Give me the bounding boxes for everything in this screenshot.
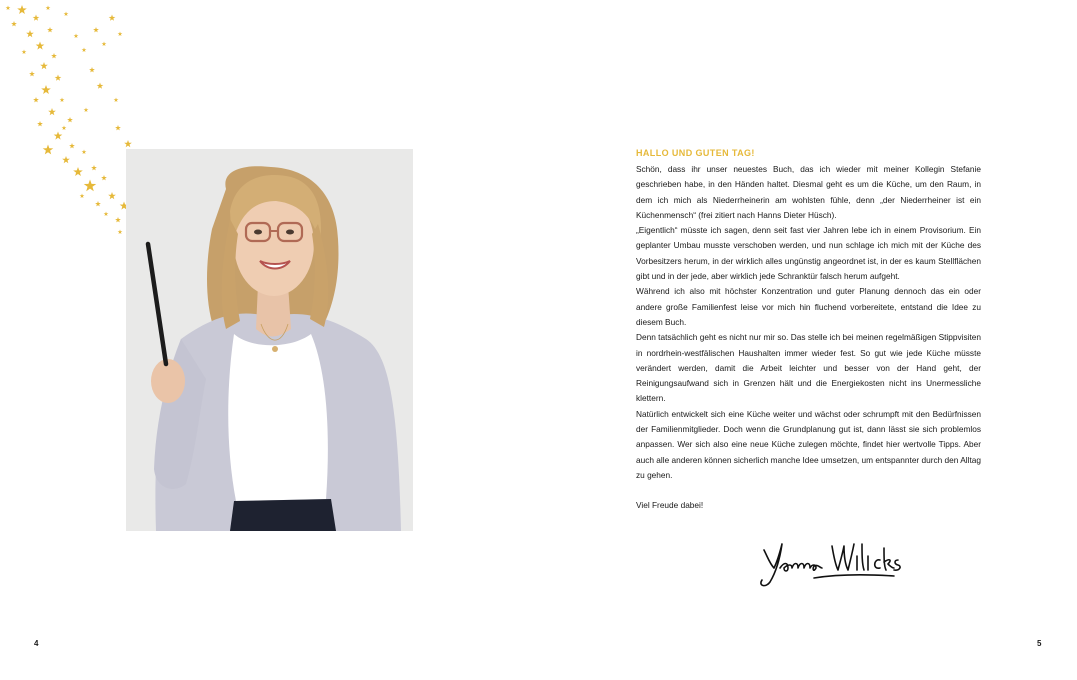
star-icon <box>40 62 48 69</box>
star-icon <box>47 27 53 32</box>
star-icon <box>48 108 56 115</box>
star-icon <box>62 156 70 163</box>
portrait-photo <box>126 149 413 531</box>
page-number-right: 5 <box>1037 639 1042 648</box>
star-icon <box>17 5 27 14</box>
star-icon <box>55 75 62 81</box>
star-icon <box>115 217 121 222</box>
handwritten-signature <box>754 538 904 590</box>
star-icon <box>101 175 107 180</box>
star-icon <box>84 108 89 113</box>
star-icon <box>6 6 11 11</box>
star-icon <box>29 71 35 76</box>
star-icon <box>22 50 27 55</box>
star-icon <box>43 145 54 155</box>
star-icon <box>46 6 51 11</box>
foreword-paragraph: Denn tatsächlich geht es nicht nur mir so. Das stelle ich bei meinen regelmäßigen Stippvisiten in nordrhein-westfälischen Haushalten immer wieder fest. So gut wie jede Küche müsste verändert werden, damit die Arbeit leichter und besser von der Hand geht, der Reinigungsaufwand sich in Grenzen hält und die Energiekosten nicht ins Unermessliche klettern. <box>636 332 981 404</box>
star-icon <box>67 117 73 122</box>
star-icon <box>93 27 99 32</box>
foreword-paragraph: Während ich also mit höchster Konzentration und guter Planung dennoch das ein oder andere große Familienfest leise vor mich hin fluchend vorbereitete, entstand die Idee zu diesem Buch. <box>636 286 981 327</box>
star-icon <box>33 15 40 21</box>
star-icon <box>51 53 57 58</box>
star-icon <box>124 140 132 147</box>
star-icon <box>36 42 45 50</box>
foreword-heading: HALLO UND GUTEN TAG! <box>636 148 755 158</box>
star-icon <box>37 121 43 126</box>
foreword-paragraph: „Eigentlich“ müsste ich sagen, denn seit fast vier Jahren lebe ich in einem Provisorium. Ein geplanter Umbau musste verschoben werden, und nun schlage ich mich mit der Küche des Vorbesitzers herum, in der wirklich alles ungünstig angeordnet ist, in der es kaum Stellflächen gibt und in der jede, aber wirklich jede Schranktür falsch herum aufgeht. <box>636 225 981 282</box>
star-icon <box>62 126 67 131</box>
star-icon <box>89 67 95 72</box>
star-icon <box>108 192 116 199</box>
star-icon <box>54 132 63 140</box>
star-icon <box>95 201 101 206</box>
foreword-paragraph: Schön, dass ihr unser neuestes Buch, das ich wieder mit meiner Kollegin Stefanie geschrieben habe, in den Händen haltet. Diesmal geht es um die Küche, um den Raum, in dem ich mich als Niederrheinerin am wohlsten fühle, denn „der Niederrheiner ist ein Küchenmensch“ (frei zitiert nach Hanns Dieter Hüsch). <box>636 164 981 220</box>
foreword-article <box>636 147 981 513</box>
star-icon <box>60 98 65 103</box>
star-icon <box>82 150 87 155</box>
star-icon <box>115 125 121 130</box>
portrait-illustration <box>126 149 413 531</box>
star-icon <box>91 165 97 170</box>
star-icon <box>74 34 79 39</box>
star-icon <box>73 167 83 176</box>
star-icon <box>118 32 123 37</box>
star-icon <box>102 42 107 47</box>
star-icon <box>104 212 109 217</box>
star-icon <box>33 97 39 102</box>
star-icon <box>97 83 104 89</box>
star-icon <box>64 12 69 17</box>
star-icon <box>82 48 87 53</box>
star-icon <box>118 230 123 235</box>
star-icon <box>69 143 75 148</box>
star-icon <box>80 194 85 199</box>
foreword-closing: Viel Freude dabei! <box>636 500 704 511</box>
star-icon <box>41 85 51 94</box>
page-number-left: 4 <box>34 639 39 648</box>
star-icon <box>114 98 119 103</box>
foreword-paragraph: Natürlich entwickelt sich eine Küche weiter und wächst oder schrumpft mit den Bedürfnissen der Familienmitglieder. Doch wenn die Grundplanung gut ist, dann lässt sie sich problemlos anpassen. Wer sich also eine neue Küche zulegen möchte, findet hier wertvolle Tipps. Aber auch alle anderen können sicherlich manche Idee umsetzen, um entspannter durch den Alltag zu gehen. <box>636 408 982 480</box>
star-icon <box>109 15 116 21</box>
star-icon <box>11 21 17 26</box>
star-icon <box>84 180 96 192</box>
star-icon <box>26 30 34 37</box>
